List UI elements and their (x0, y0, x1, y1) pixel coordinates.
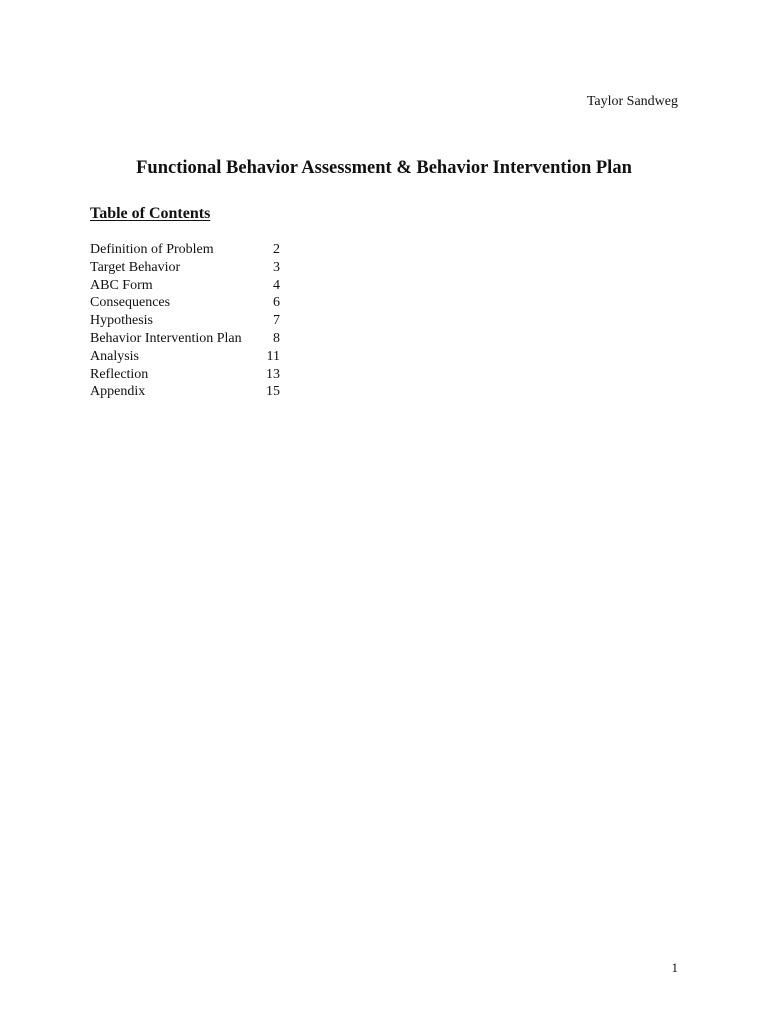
toc-entry-page: 3 (273, 259, 280, 275)
toc-entry (90, 241, 290, 259)
author-name: Taylor Sandweg (586, 94, 678, 109)
toc-entry-page: 2 (273, 242, 280, 257)
toc-entry (90, 312, 290, 330)
toc-entry (90, 348, 290, 366)
toc-entry-page: 15 (266, 384, 280, 400)
toc-entry (90, 277, 290, 295)
table-of-contents (90, 241, 290, 401)
toc-entry-page: 8 (273, 330, 280, 346)
toc-entry-label: Analysis (90, 348, 139, 364)
toc-heading: Table of Contents (90, 205, 211, 222)
toc-entry-label: Reflection (90, 366, 149, 382)
toc-entry (90, 294, 290, 312)
toc-entry-page: 6 (273, 295, 280, 311)
toc-entry (90, 330, 290, 348)
toc-entry-page: 13 (266, 366, 280, 382)
toc-entry-label: Consequences (90, 295, 171, 311)
document-title: Functional Behavior Assessment & Behavior Intervention Plan (136, 158, 632, 178)
toc-entry-page: 4 (273, 277, 280, 293)
page-number: 1 (671, 960, 678, 975)
toc-entry-page: 7 (273, 313, 280, 329)
toc-entry-label: ABC Form (90, 277, 153, 293)
toc-entry (90, 366, 290, 384)
toc-entry (90, 259, 290, 277)
toc-entry (90, 383, 290, 401)
toc-entry-label: Appendix (90, 384, 146, 400)
toc-entry-label: Hypothesis (90, 313, 153, 329)
toc-entry-page: 11 (266, 348, 280, 364)
toc-entry-label: Definition of Problem (90, 242, 214, 257)
toc-entry-label: Behavior Intervention Plan (90, 330, 242, 346)
toc-entry-label: Target Behavior (90, 259, 181, 275)
